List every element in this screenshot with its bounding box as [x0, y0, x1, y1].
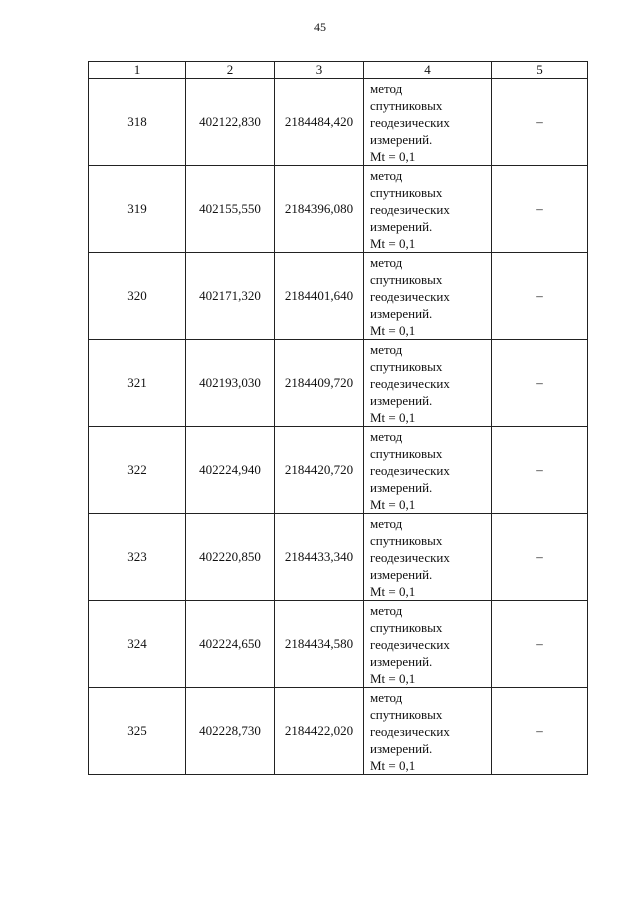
method-cell	[364, 166, 492, 253]
method-line: Mt = 0,1	[370, 757, 416, 773]
note-cell: –	[492, 514, 588, 601]
method-cell	[364, 427, 492, 514]
x-coordinate-cell: 402155,550	[186, 166, 275, 253]
y-coordinate-cell: 2184434,580	[275, 601, 364, 688]
method-line: спутниковых	[370, 358, 443, 374]
method-line: метод	[370, 167, 403, 183]
table-row	[89, 166, 588, 253]
method-cell	[364, 253, 492, 340]
method-line: измерений.	[370, 392, 433, 408]
x-coordinate-cell: 402220,850	[186, 514, 275, 601]
y-coordinate-cell: 2184409,720	[275, 340, 364, 427]
method-cell	[364, 79, 492, 166]
method-line: Mt = 0,1	[370, 583, 416, 599]
method-line: спутниковых	[370, 184, 443, 200]
table-row	[89, 79, 588, 166]
method-line: Mt = 0,1	[370, 235, 416, 251]
note-cell: –	[492, 79, 588, 166]
method-line: Mt = 0,1	[370, 496, 416, 512]
point-number-cell: 321	[89, 340, 186, 427]
method-line: геодезических	[370, 201, 450, 217]
table-row	[89, 253, 588, 340]
point-number-cell: 319	[89, 166, 186, 253]
method-cell	[364, 601, 492, 688]
note-cell: –	[492, 166, 588, 253]
x-coordinate-cell: 402171,320	[186, 253, 275, 340]
x-coordinate-cell: 402193,030	[186, 340, 275, 427]
y-coordinate-cell: 2184420,720	[275, 427, 364, 514]
point-number-cell: 323	[89, 514, 186, 601]
column-header: 2	[186, 62, 275, 79]
y-coordinate-cell: 2184401,640	[275, 253, 364, 340]
point-number-cell: 320	[89, 253, 186, 340]
method-line: метод	[370, 602, 403, 618]
method-line: измерений.	[370, 131, 433, 147]
method-line: Mt = 0,1	[370, 409, 416, 425]
method-line: спутниковых	[370, 532, 443, 548]
method-line: метод	[370, 341, 403, 357]
point-number-cell: 318	[89, 79, 186, 166]
point-number-cell: 324	[89, 601, 186, 688]
table-row	[89, 688, 588, 775]
method-line: Mt = 0,1	[370, 148, 416, 164]
column-header: 1	[89, 62, 186, 79]
method-line: метод	[370, 254, 403, 270]
y-coordinate-cell: 2184433,340	[275, 514, 364, 601]
method-line: измерений.	[370, 479, 433, 495]
column-header: 3	[275, 62, 364, 79]
y-coordinate-cell: 2184422,020	[275, 688, 364, 775]
method-cell	[364, 688, 492, 775]
method-line: метод	[370, 80, 403, 96]
table-row	[89, 601, 588, 688]
x-coordinate-cell: 402224,650	[186, 601, 275, 688]
table-row	[89, 340, 588, 427]
method-line: геодезических	[370, 375, 450, 391]
table-row	[89, 514, 588, 601]
note-cell: –	[492, 688, 588, 775]
y-coordinate-cell: 2184396,080	[275, 166, 364, 253]
method-line: метод	[370, 428, 403, 444]
method-line: измерений.	[370, 653, 433, 669]
column-header: 4	[364, 62, 492, 79]
x-coordinate-cell: 402122,830	[186, 79, 275, 166]
method-line: измерений.	[370, 566, 433, 582]
coordinates-table	[88, 61, 588, 775]
method-line: геодезических	[370, 549, 450, 565]
method-line: спутниковых	[370, 706, 443, 722]
method-cell	[364, 514, 492, 601]
page-number: 45	[314, 20, 326, 34]
method-line: спутниковых	[370, 271, 443, 287]
method-line: измерений.	[370, 740, 433, 756]
table-header-row	[89, 62, 588, 79]
method-line: геодезических	[370, 723, 450, 739]
method-line: спутниковых	[370, 97, 443, 113]
method-line: метод	[370, 515, 403, 531]
x-coordinate-cell: 402228,730	[186, 688, 275, 775]
method-line: геодезических	[370, 462, 450, 478]
method-line: спутниковых	[370, 445, 443, 461]
note-cell: –	[492, 253, 588, 340]
method-line: геодезических	[370, 288, 450, 304]
column-header: 5	[492, 62, 588, 79]
y-coordinate-cell: 2184484,420	[275, 79, 364, 166]
method-cell	[364, 340, 492, 427]
method-line: измерений.	[370, 305, 433, 321]
method-line: Mt = 0,1	[370, 670, 416, 686]
note-cell: –	[492, 340, 588, 427]
method-line: геодезических	[370, 114, 450, 130]
method-line: Mt = 0,1	[370, 322, 416, 338]
method-line: метод	[370, 689, 403, 705]
method-line: геодезических	[370, 636, 450, 652]
x-coordinate-cell: 402224,940	[186, 427, 275, 514]
method-line: спутниковых	[370, 619, 443, 635]
table-row	[89, 427, 588, 514]
point-number-cell: 322	[89, 427, 186, 514]
method-line: измерений.	[370, 218, 433, 234]
point-number-cell: 325	[89, 688, 186, 775]
note-cell: –	[492, 601, 588, 688]
note-cell: –	[492, 427, 588, 514]
